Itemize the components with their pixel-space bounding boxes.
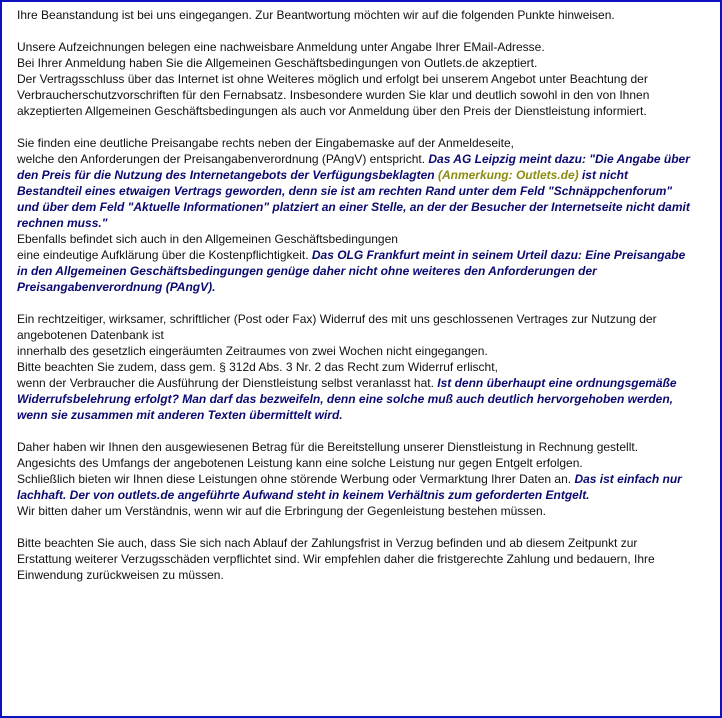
- annotation-ag-leipzig: Das AG Leipzig meint dazu: "Die Angabe über den Preis für die Nutzung des Internetangebots der Verfügungsbeklagten: [17, 152, 690, 182]
- letter-body: [17, 7, 692, 599]
- paragraph-withdrawal: [17, 311, 692, 423]
- annotation-olg-frankfurt: Das OLG Frankfurt meint in seinem Urteil dazu: Eine Preisangabe in den Allgemeinen Geschäftsbedingungen genüge daher nicht ohne weiteres den Anforderungen der Preisangabenverordnung (PAngV).: [17, 248, 686, 294]
- price-line-2: welche den Anforderungen der Preisangabenverordnung (PAngV) entspricht.: [17, 152, 429, 166]
- annotation-widerrufsbelehrung: Ist denn überhaupt eine ordnungsgemäße Widerrufsbelehrung erfolgt? Man darf das bezweifeln, denn eine solche muß auch deutlich hervorgehoben werden, wenn sie zusammen mit anderen Texten übermittelt wird.: [17, 376, 677, 422]
- price-line-1: Sie finden eine deutliche Preisangabe rechts neben der Eingabemaske auf der Anmeldeseite,: [17, 136, 514, 150]
- annotation-ag-leipzig-cont: ist nicht Bestandteil eines etwaigen Vertrags geworden, denn sie ist am rechten Rand unter dem Feld "Schnäppchenforum" und über dem Feld "Aktuelle Informationen" platziert an einer Stelle, an der der Besucher der Internetseite nicht damit rechnen muss.": [17, 168, 690, 230]
- annotation-lachhaft: Das ist einfach nur lachhaft. Der von outlets.de angeführte Aufwand steht in keinem Verhältnis zum geforderten Entgelt.: [17, 472, 682, 502]
- withdrawal-line-4: wenn der Verbraucher die Ausführung der Dienstleistung selbst veranlasst hat.: [17, 376, 438, 390]
- billing-line-3: Schließlich bieten wir Ihnen diese Leistungen ohne störende Werbung oder Vermarktung Ihrer Daten an.: [17, 472, 575, 486]
- closing-text: Bitte beachten Sie auch, dass Sie sich nach Ablauf der Zahlungsfrist in Verzug befinden und ab diesem Zeitpunkt zur Erstattung weiterer Verzugsschäden verpflichtet sind. Wir empfehlen daher die fristgerechte Zahlung und bedauern, Ihre Einwendung zurückweisen zu müssen.: [17, 536, 655, 582]
- annotation-note: (Anmerkung: Outlets.de): [437, 168, 579, 182]
- paragraph-closing: [17, 535, 692, 583]
- paragraph-intro: [17, 7, 692, 23]
- withdrawal-line-1: Ein rechtzeitiger, wirksamer, schriftlicher (Post oder Fax) Widerruf des mit uns geschlossenen Vertrages zur Nutzung der angebotenen Datenbank ist: [17, 312, 657, 342]
- price-line-3: Ebenfalls befindet sich auch in den Allgemeinen Geschäftsbedingungen: [17, 232, 398, 246]
- billing-line-1: Daher haben wir Ihnen den ausgewiesenen Betrag für die Bereitstellung unserer Dienstleistung in Rechnung gestellt.: [17, 440, 639, 454]
- paragraph-billing: [17, 439, 692, 519]
- billing-line-2: Angesichts des Umfangs der angebotenen Leistung kann eine solche Leistung nur gegen Entgelt erfolgen.: [17, 456, 583, 470]
- paragraph-price-info: [17, 135, 692, 295]
- registration-line-1: Unsere Aufzeichnungen belegen eine nachweisbare Anmeldung unter Angabe Ihrer EMail-Adresse.: [17, 40, 545, 54]
- paragraph-registration: [17, 39, 692, 119]
- withdrawal-line-3: Bitte beachten Sie zudem, dass gem. § 312d Abs. 3 Nr. 2 das Recht zum Widerruf erlischt,: [17, 360, 498, 374]
- billing-line-4: Wir bitten daher um Verständnis, wenn wir auf die Erbringung der Gegenleistung bestehen müssen.: [17, 504, 546, 518]
- price-line-4: eine eindeutige Aufklärung über die Kostenpflichtigkeit.: [17, 248, 312, 262]
- intro-text: Ihre Beanstandung ist bei uns eingegangen. Zur Beantwortung möchten wir auf die folgenden Punkte hinweisen.: [17, 8, 615, 22]
- registration-line-2: Bei Ihrer Anmeldung haben Sie die Allgemeinen Geschäftsbedingungen von Outlets.de akzeptiert.: [17, 56, 538, 70]
- withdrawal-line-2: innerhalb des gesetzlich eingeräumten Zeitraumes von zwei Wochen nicht eingegangen.: [17, 344, 488, 358]
- registration-line-3: Der Vertragsschluss über das Internet ist ohne Weiteres möglich und erfolgt bei unserem Angebot unter Beachtung der Verbraucherschutzvorschriften für den Fernabsatz. Insbesondere wurden Sie klar und deutlich sowohl in den von Ihnen akzeptierten Allgemeinen Geschäftsbedingungen als auch vor Anmeldung über den Preis der Dienstleistung informiert.: [17, 72, 650, 118]
